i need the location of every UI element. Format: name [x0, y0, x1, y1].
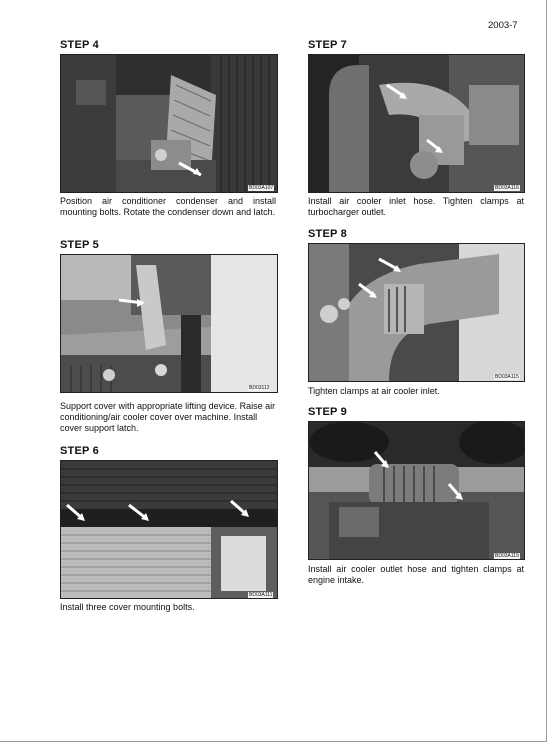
step-8-photo — [308, 243, 525, 382]
step-8-title: STEP 8 — [308, 228, 347, 240]
step-7-photo — [308, 54, 525, 193]
step-4-title: STEP 4 — [60, 39, 99, 51]
step-5-image-code: BD03112 — [249, 385, 270, 391]
step-6-photo — [60, 460, 278, 599]
step-9-image-code: BD03A119 — [495, 553, 519, 559]
step-8-caption: Tighten clamps at air cooler inlet. — [308, 386, 440, 396]
step-5-caption: Support cover with appropriate lifting device. Raise air conditioning/air cooler cover over machine. Install cover support latch. — [60, 401, 276, 433]
step-4-photo — [60, 54, 278, 193]
step-5-photo — [60, 254, 278, 393]
step-7-caption: Install air cooler inlet hose. Tighten clamps at turbocharger outlet. — [308, 196, 524, 217]
step-4-caption: Position air conditioner condenser and install mounting bolts. Rotate the condenser down and latch. — [60, 196, 276, 217]
step-9-title: STEP 9 — [308, 406, 347, 418]
step-5-title: STEP 5 — [60, 239, 99, 251]
step-7-image-code: BD03A116 — [495, 185, 519, 191]
step-6-image-code: BD03A111 — [249, 592, 273, 598]
step-8-image-code: BD03A115 — [495, 374, 519, 380]
step-6-title: STEP 6 — [60, 445, 99, 457]
page-number: 2003-7 — [488, 20, 518, 31]
step-9-photo — [308, 421, 525, 560]
step-9-caption: Install air cooler outlet hose and tighten clamps at engine intake. — [308, 564, 524, 585]
step-4-image-code: BD03A107 — [249, 185, 274, 191]
step-7-title: STEP 7 — [308, 39, 347, 51]
step-6-caption: Install three cover mounting bolts. — [60, 602, 195, 612]
